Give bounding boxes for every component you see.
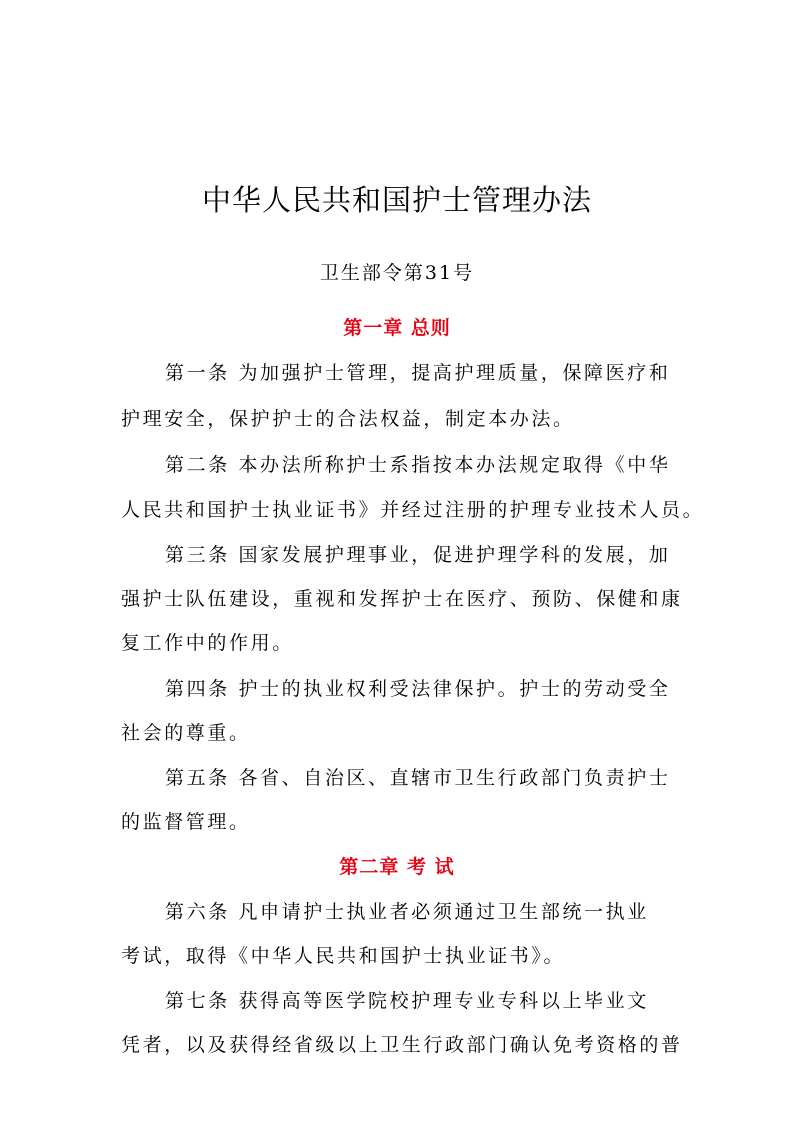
article-line: 社会的尊重。 [121, 722, 251, 744]
article-line: 第六条 凡申请护士执业者必须通过卫生部统一执业 [165, 901, 649, 923]
article-line: 第三条 国家发展护理事业，促进护理学科的发展，加 [165, 544, 671, 566]
article-line: 第一条 为加强护士管理，提高护理质量，保障医疗和 [165, 362, 671, 384]
article-line: 的监督管理。 [121, 811, 251, 833]
chapter-heading: 第一章 总则 [343, 317, 451, 339]
article-line: 护理安全，保护护士的合法权益，制定本办法。 [121, 408, 575, 430]
article-line: 第四条 护士的执业权利受法律保护。护士的劳动受全 [165, 678, 671, 700]
chapter-heading: 第二章 考 试 [339, 856, 455, 878]
document-title: 中华人民共和国护士管理办法 [201, 183, 592, 217]
article-line: 第七条 获得高等医学院校护理专业专科以上毕业文 [165, 990, 649, 1012]
article-line: 第二条 本办法所称护士系指按本办法规定取得《中华 [165, 454, 671, 476]
article-line: 人民共和国护士执业证书》并经过注册的护理专业技术人员。 [121, 499, 705, 521]
article-line: 复工作中的作用。 [121, 632, 294, 654]
decree-number: 卫生部令第31号 [319, 262, 475, 284]
article-line: 凭者，以及获得经省级以上卫生行政部门确认免考资格的普 [121, 1034, 683, 1056]
article-line: 考试，取得《中华人民共和国护士执业证书》。 [121, 945, 566, 967]
article-line: 强护士队伍建设，重视和发挥护士在医疗、预防、保健和康 [121, 588, 683, 610]
article-line: 第五条 各省、自治区、直辖市卫生行政部门负责护士 [165, 767, 671, 789]
